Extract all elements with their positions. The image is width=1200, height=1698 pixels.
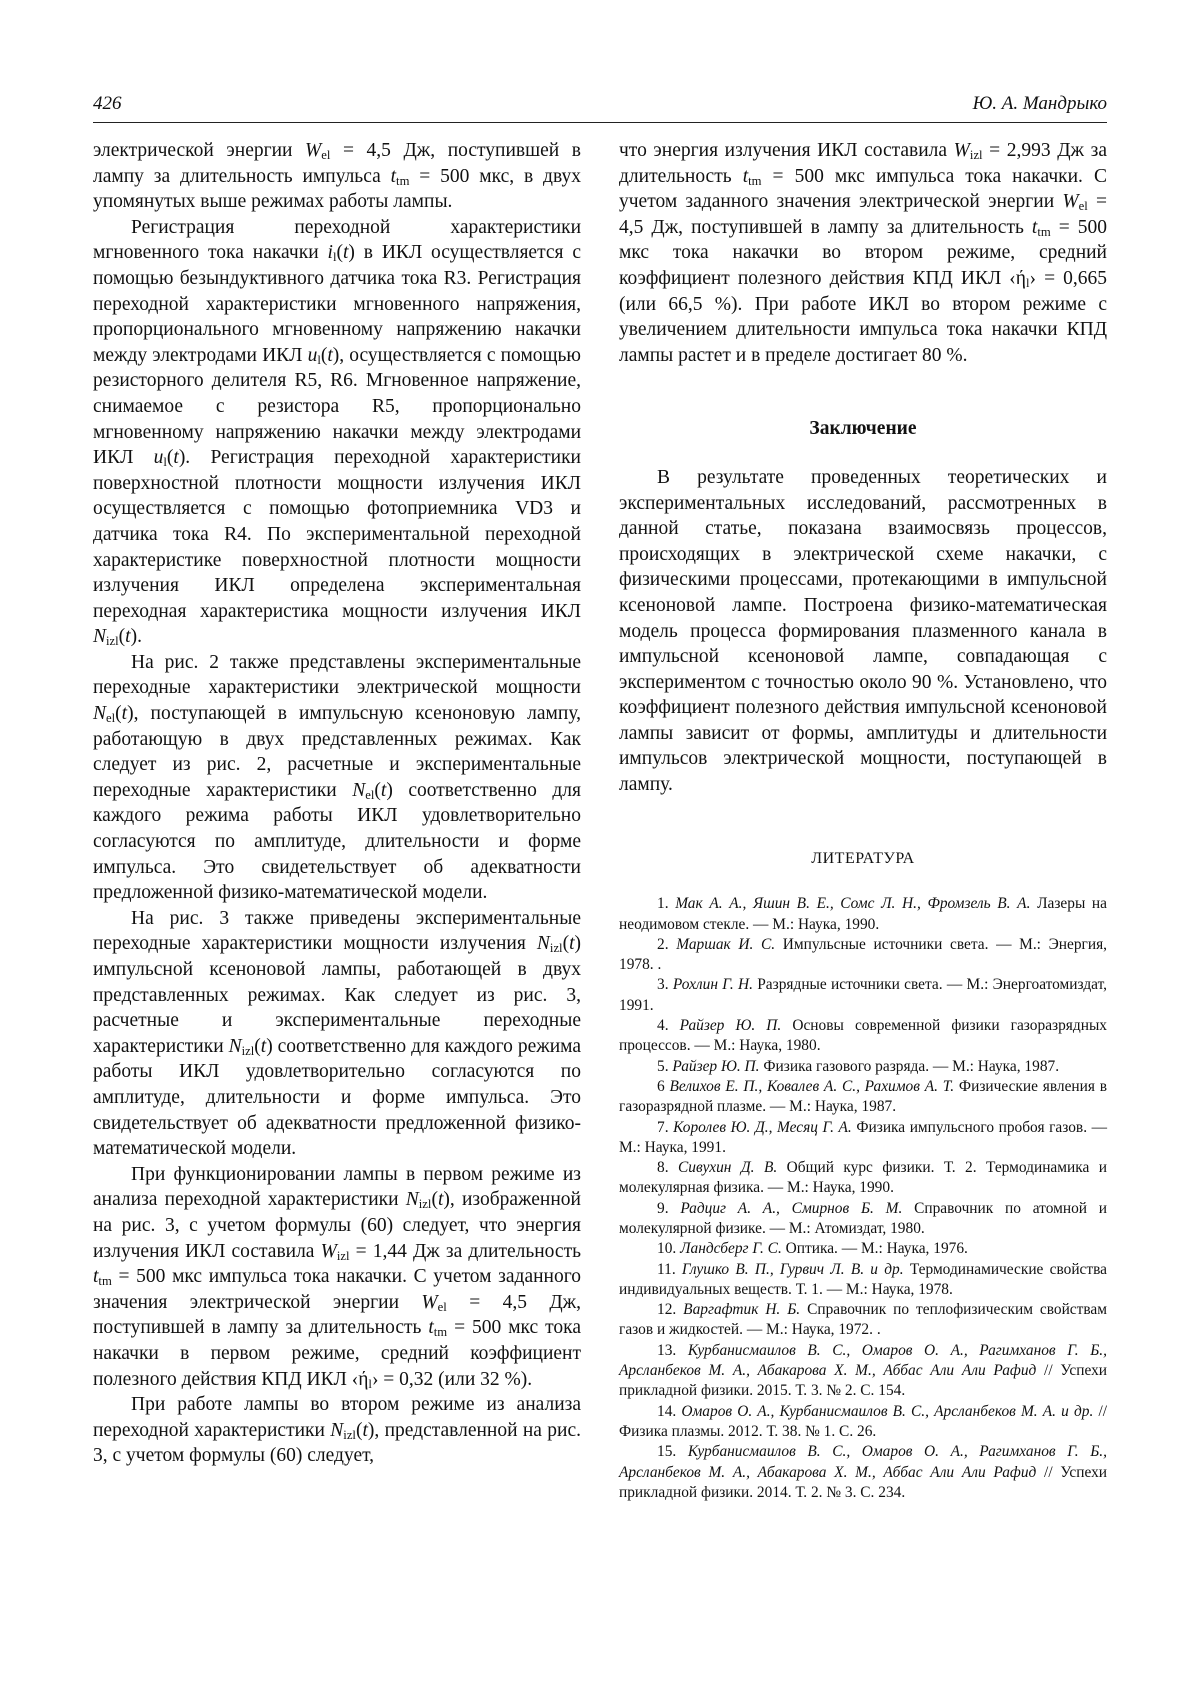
math-variable: t <box>173 447 179 469</box>
subscript: l <box>1025 276 1030 291</box>
reference-source: Физические явления в газоразрядной плазме. — М.: Наука, 1987. <box>619 1077 1107 1116</box>
reference-authors: Рохлин Г. Н. <box>672 976 753 994</box>
reference-number: 5. <box>657 1057 673 1075</box>
reference-source: // Физика плазмы. 2012. Т. 38. № 1. С. 26. <box>619 1402 1107 1440</box>
reference-number: 2. <box>657 935 677 953</box>
text-run: ( <box>115 703 122 725</box>
paragraph <box>93 650 581 906</box>
subscript: izl <box>241 1043 255 1058</box>
text-run: ). Регистрация переходной характеристики поверхностной плотности мощности излучения ИКЛ осуществляется с помощью фотоприемника VD3 и датчика тока R4. По экспериментальной переходной характеристике поверхностной плотности мощности излучения ИКЛ определена экспериментальная переходная характеристика мощности излучения ИКЛ <box>93 447 581 622</box>
reference-authors: Ландсберг Г. С. <box>680 1240 782 1258</box>
reference-item <box>619 1016 1107 1057</box>
text-run: ( <box>562 933 570 955</box>
math-variable: N <box>93 626 107 648</box>
subscript: el <box>365 788 375 802</box>
text-run: ) соответственно для каждого режима работы ИКЛ удовлетворительно согласуются по амплитуде, длительности и форме импульса. Это свидетельствует об адекватности предложенной физико-математической модели. <box>93 1035 581 1160</box>
text-run: ), осуществляется с помощью резисторного делителя R5, R6. Мгновенное напряжение, снимаемое с резистора R5, пропорционально мгновенному напряжению накачки между электродами ИКЛ <box>93 344 582 469</box>
reference-number: 12. <box>657 1301 684 1319</box>
conclusion-paragraph: В результате проведенных теоретических и экспериментальных исследований, рассмотренных в данной статье, показана взаимосвязь процессов, происходящих в электрической схеме накачки, с физическими процессами, протекающими в импульсной ксеноновой лампе. Построена физико-математическая модель процесса формирования плазменного канала в импульсной ксеноновой лампе, совпадающая с экспериментом с точностью около 90 %. Установлено, что коэффициент полезного действия импульсной ксеноновой лампы зависит от формы, амплитуды и длительности импульсов электрической мощности, поступающей в лампу. <box>619 466 1107 796</box>
text-run: = 2,993 Дж за длительность <box>619 140 1107 187</box>
math-variable: W <box>1062 191 1079 213</box>
conclusion-heading: Заключение <box>809 418 917 440</box>
reference-item <box>619 1118 1107 1159</box>
reference-item <box>619 975 1107 1016</box>
text-run: = 4,5 Дж, поступившей в лампу за длительность <box>619 191 1108 238</box>
paragraph <box>93 1162 581 1392</box>
text-run: При функционировании лампы в первом режиме из анализа переходной характеристики <box>93 1163 581 1211</box>
math-variable: t <box>390 165 397 187</box>
paragraph <box>93 1392 581 1469</box>
math-variable: N <box>405 1189 419 1211</box>
references-heading: ЛИТЕРАТУРА <box>811 849 915 867</box>
reference-authors: Радциг А. А., Смирнов Б. М. <box>680 1199 903 1217</box>
math-variable: t <box>742 165 749 187</box>
reference-item <box>619 1057 1107 1077</box>
math-variable: t <box>1031 216 1038 238</box>
reference-item <box>619 894 1107 935</box>
reference-authors: Велихов Е. П., Ковалев А. С., Рахимов А. Т. <box>669 1077 955 1095</box>
paragraph <box>93 215 581 650</box>
text-run: ( <box>320 344 328 366</box>
text-run: = 500 мкс тока накачки во втором режиме, средний коэффициент полезного действия КПД ИКЛ ‹ή <box>619 216 1108 289</box>
text-run: = 500 мкс тока накачки в первом режиме, средний коэффициент полезного действия КПД ИКЛ ‹ή <box>93 1317 581 1390</box>
references-list <box>619 894 1107 1503</box>
text-run: электрической энергии <box>93 140 306 161</box>
reference-source: Физика импульсного пробоя газов. — М.: Наука, 1991. <box>619 1118 1108 1156</box>
reference-item <box>619 1260 1107 1301</box>
reference-number: 6 <box>657 1077 670 1095</box>
text-run: Регистрация переходной характеристики мгновенного тока накачки <box>93 216 581 264</box>
subscript: izl <box>418 1197 432 1212</box>
paragraph <box>619 138 1107 368</box>
subscript: tm <box>433 1325 448 1340</box>
text-run: что энергия излучения ИКЛ составила <box>619 140 954 161</box>
subscript: l <box>368 1376 372 1391</box>
reference-source: Справочник по теплофизическим свойствам газов и жидкостей. — М.: Наука, 1972. . <box>619 1301 1107 1339</box>
subscript: el <box>106 711 116 726</box>
math-variable: t <box>569 933 575 955</box>
reference-number: 7. <box>657 1118 674 1136</box>
reference-number: 14. <box>657 1402 682 1420</box>
reference-number: 9. <box>657 1199 681 1217</box>
reference-source: // Успехи прикладной физики. 2015. Т. 3. № 2. С. 154. <box>619 1362 1107 1400</box>
reference-source: Разрядные источники света. — М.: Энергоатомиздат, 1991. <box>619 976 1108 1014</box>
math-variable: N <box>330 1419 344 1441</box>
subscript: tm <box>748 173 762 188</box>
text-run: ) в ИКЛ осуществляется с помощью безындуктивного датчика тока R3. Регистрация переходной характеристики мгновенного напряжения, пропорционального мгновенному напряжению накачки между электродами ИКЛ <box>93 242 581 366</box>
subscript: izl <box>969 148 983 163</box>
text-run: ) импульсной ксеноновой лампы, работающей в двух представленных режимах. Как следует из рис. 3, расчетные и экспериментальные переходные характеристики <box>93 933 581 1057</box>
text-run: На рис. 2 также представлены экспериментальные переходные характеристики электрической мощности <box>93 651 581 699</box>
reference-item <box>619 1300 1107 1341</box>
text-run: ( <box>118 626 126 648</box>
subscript: tm <box>396 173 410 188</box>
subscript: tm <box>1037 224 1051 239</box>
math-variable: t <box>437 1189 444 1211</box>
subscript: l <box>163 455 167 470</box>
reference-source: Справочник по атомной и молекулярной физике. — М.: Атомиздат, 1980. <box>619 1199 1108 1237</box>
reference-authors: Райзер Ю. П. <box>672 1057 760 1075</box>
subscript: izl <box>336 1248 350 1263</box>
text-run: На рис. 3 также приведены экспериментальные переходные характеристики мощности излучения <box>93 907 581 955</box>
subscript: izl <box>343 1427 356 1442</box>
reference-authors: Маршак И. С. <box>676 935 776 953</box>
math-variable: t <box>121 703 128 725</box>
reference-number: 8. <box>657 1159 678 1177</box>
reference-number: 15. <box>657 1443 688 1461</box>
math-variable: u <box>307 344 318 366</box>
subscript: tm <box>98 1274 112 1289</box>
subscript: el <box>437 1299 447 1314</box>
subscript: l <box>332 250 337 265</box>
subscript: l <box>317 352 321 367</box>
text-run: › = 0,32 (или 32 %). <box>371 1368 533 1390</box>
reference-item <box>619 1402 1107 1443</box>
running-author: Ю. А. Мандрыко <box>972 93 1107 114</box>
reference-authors: Варгафтик Н. Б. <box>683 1301 801 1319</box>
text-run: › = 0,665 (или 66,5 %). При работе ИКЛ во втором режиме с увеличением длительности импульса тока накачки КПД лампы растет и в пределе достигает 80 %. <box>619 267 1107 366</box>
math-variable: u <box>153 447 164 469</box>
math-variable: N <box>228 1035 242 1057</box>
math-variable: W <box>421 1291 438 1313</box>
math-variable: t <box>342 242 349 264</box>
reference-source: Физика газового разряда. — М.: Наука, 1987. <box>759 1057 1060 1075</box>
reference-authors: Курбанисмаилов В. С., Омаров О. А., Рагимханов Г. Б., Арсланбеков М. А., Абакарова Х. М., Аббас Али Али Рафид <box>619 1341 1107 1380</box>
page-number: 426 <box>93 93 122 114</box>
right-column <box>619 138 1107 1503</box>
math-variable: i <box>327 242 333 264</box>
math-variable: N <box>536 933 550 955</box>
reference-source: // Успехи прикладной физики. 2014. Т. 2. № 3. С. 234. <box>619 1463 1107 1501</box>
math-variable: t <box>327 344 333 366</box>
paragraph <box>93 906 581 1162</box>
math-variable: t <box>428 1317 434 1339</box>
paragraph <box>93 138 581 215</box>
running-header <box>93 92 1107 123</box>
left-column <box>93 138 581 1469</box>
math-variable: t <box>380 779 387 801</box>
text-run: = 500 мкс, в двух упомянутых выше режимах работы лампы. <box>93 165 581 213</box>
math-variable: N <box>93 703 107 725</box>
reference-number: 3. <box>657 976 673 994</box>
reference-number: 13. <box>657 1341 688 1359</box>
reference-source: Основы современной физики газоразрядных процессов. — М.: Наука, 1980. <box>619 1017 1107 1055</box>
math-variable: t <box>93 1266 99 1288</box>
reference-source: Термодинамические свойства индивидуальных веществ. Т. 1. — М.: Наука, 1978. <box>619 1260 1108 1298</box>
reference-item <box>619 1239 1107 1259</box>
math-variable: t <box>362 1419 368 1441</box>
text-run: = 500 мкс импульса тока накачки. С учетом заданного значения электрической энергии <box>93 1266 581 1313</box>
math-variable: N <box>352 779 366 801</box>
text-run: = 1,44 Дж за длительность <box>349 1240 581 1262</box>
reference-item <box>619 1199 1107 1240</box>
math-variable: W <box>305 140 322 161</box>
text-run: = 4,5 Дж, поступившей в лампу за длительность импульса <box>93 140 581 187</box>
reference-item <box>619 1077 1107 1118</box>
text-run: ( <box>254 1035 261 1057</box>
reference-number: 10. <box>657 1240 681 1258</box>
reference-item <box>619 1341 1107 1402</box>
reference-item <box>619 1442 1107 1503</box>
text-run: ), изображенной на рис. 3, с учетом формулы (60) следует, что энергия излучения ИКЛ составила <box>93 1189 581 1262</box>
reference-number: 11. <box>657 1260 682 1278</box>
reference-authors: Курбанисмаилов В. С., Омаров О. А., Рагимханов Г. Б., Арсланбеков М. А., Абакарова Х. М., Аббас Али Али Рафид <box>619 1443 1107 1481</box>
subscript: el <box>1078 199 1088 214</box>
text-run: ), поступающей в импульсную ксеноновую лампу, работающую в двух представленных режимах. Как следует из рис. 2, расчетные и экспериментальные переходные характеристики <box>93 703 581 801</box>
subscript: el <box>321 148 331 163</box>
reference-source: Оптика. — М.: Наука, 1976. <box>781 1240 968 1258</box>
reference-item <box>619 1158 1107 1199</box>
subscript: izl <box>106 634 119 649</box>
text-run: ), представленной на рис. 3, с учетом формулы (60) следует, <box>93 1419 581 1467</box>
text-run: = 4,5 Дж, поступившей в лампу за длительность <box>93 1291 581 1339</box>
reference-item <box>619 935 1107 976</box>
reference-authors: Мак А. А., Яшин В. Е., Сомс Л. Н., Фромзель В. А. <box>675 895 1031 913</box>
reference-authors: Райзер Ю. П. <box>679 1017 782 1035</box>
reference-source: Общий курс физики. Т. 2. Термодинамика и молекулярная физика. — М.: Наука, 1990. <box>619 1159 1108 1197</box>
math-variable: W <box>320 1240 337 1262</box>
reference-authors: Глушко В. П., Гурвич Л. В. и др. <box>681 1260 904 1278</box>
text-run: ( <box>431 1189 438 1211</box>
reference-authors: Сивухин Д. В. <box>678 1159 778 1177</box>
text-run: При работе лампы во втором режиме из анализа переходной характеристики <box>93 1394 581 1441</box>
text-run: ( <box>166 447 174 469</box>
math-variable: W <box>953 140 970 161</box>
text-run: ( <box>374 779 381 801</box>
reference-source: Лазеры на неодимовом стекле. — М.: Наука, 1990. <box>619 895 1107 933</box>
reference-number: 4. <box>657 1017 680 1035</box>
math-variable: t <box>125 626 131 648</box>
text-run: ( <box>336 242 343 264</box>
subscript: izl <box>549 941 563 956</box>
text-run: = 500 мкс импульса тока накачки. С учетом заданного значения электрической энергии <box>619 165 1107 213</box>
reference-number: 1. <box>657 895 676 913</box>
reference-source: Импульсные источники света. — М.: Энергия, 1978. . <box>619 935 1108 974</box>
math-variable: t <box>260 1035 267 1057</box>
text-run: ) соответственно для каждого режима работы ИКЛ удовлетворительно согласуются по амплитуде, длительности и форме импульса. Это свидетельствует об адекватности предложенной физико-математической модели. <box>93 779 581 904</box>
text-run: ( <box>355 1419 363 1441</box>
text-run: ). <box>130 626 142 648</box>
reference-authors: Омаров О. А., Курбанисмаилов В. С., Арсланбеков М. А. и др. <box>681 1402 1094 1420</box>
reference-authors: Королев Ю. Д., Месяц Г. А. <box>673 1118 852 1136</box>
